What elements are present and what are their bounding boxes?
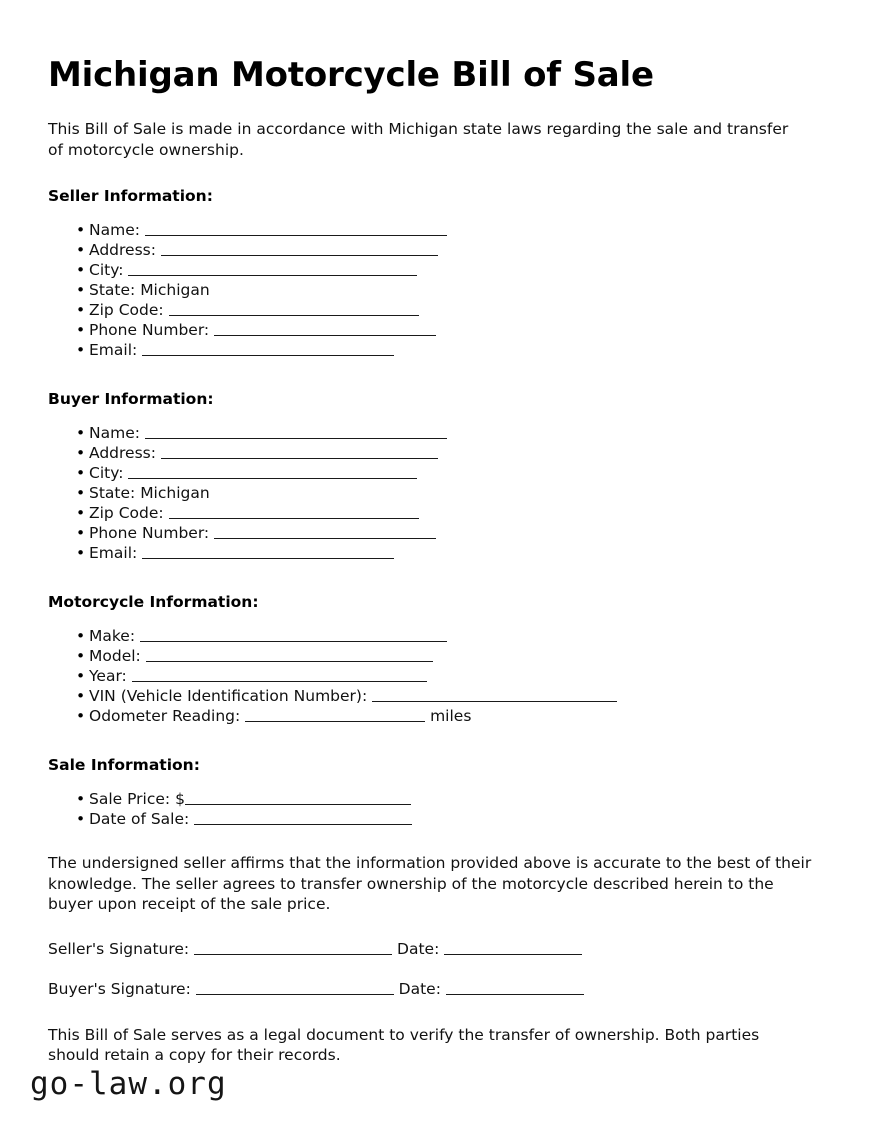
field-label: Name: <box>89 221 145 240</box>
field-blank-line[interactable] <box>372 687 617 702</box>
field-blank-line[interactable] <box>145 221 447 236</box>
field-suffix: miles <box>425 707 472 726</box>
field-blank-line[interactable] <box>245 707 425 722</box>
buyer-section-heading: Buyer Information: <box>48 390 214 409</box>
field-label: Phone Number: <box>89 524 215 543</box>
form-field-row <box>48 300 821 320</box>
field-blank-line[interactable] <box>142 341 394 356</box>
field-blank-line[interactable] <box>169 504 419 519</box>
field-blank-line[interactable] <box>132 667 427 682</box>
field-blank-line[interactable] <box>128 464 417 479</box>
signature-label: Seller's Signature: <box>48 939 195 958</box>
field-label: Phone Number: <box>89 321 215 340</box>
field-label: Model: <box>89 647 146 666</box>
field-label: Sale Price: $ <box>89 790 185 809</box>
field-blank-line[interactable] <box>214 321 436 336</box>
field-label: Make: <box>89 627 140 646</box>
field-label: State: <box>89 484 141 503</box>
field-label: Zip Code: <box>89 504 169 523</box>
field-label: Address: <box>89 241 161 260</box>
sale-field-list <box>48 789 821 829</box>
form-field-row <box>48 706 821 726</box>
signature-row <box>48 939 821 959</box>
form-field-row <box>48 340 821 360</box>
form-field-row <box>48 423 821 443</box>
field-blank-line[interactable] <box>185 790 411 805</box>
field-label: Name: <box>89 424 145 443</box>
field-blank-line[interactable] <box>161 241 438 256</box>
form-field-row <box>48 483 821 503</box>
field-blank-line[interactable] <box>128 261 417 276</box>
buyer-field-list <box>48 423 821 563</box>
footer-brand-watermark: go-law.org <box>30 1066 227 1102</box>
field-blank-line[interactable] <box>146 647 433 662</box>
signature-date-label: Date: <box>392 939 445 958</box>
signature-row <box>48 979 821 999</box>
field-blank-line[interactable] <box>169 301 419 316</box>
field-label: City: <box>89 464 129 483</box>
field-label: Date of Sale: <box>89 810 195 829</box>
field-label: Year: <box>89 667 132 686</box>
form-field-row <box>48 543 821 563</box>
field-value: Michigan <box>140 484 210 503</box>
affirmation-paragraph: The undersigned seller affirms that the information provided above is accurate to the best of their knowledge. The seller agrees to transfer ownership of the motorcycle described herein to the buyer upon receipt of the sale price. <box>48 854 812 914</box>
form-field-row <box>48 443 821 463</box>
form-field-row <box>48 320 821 340</box>
signature-date-blank-line[interactable] <box>444 940 582 955</box>
form-field-row <box>48 220 821 240</box>
field-blank-line[interactable] <box>194 810 412 825</box>
closing-paragraph: This Bill of Sale serves as a legal document to verify the transfer of ownership. Both parties should retain a copy for their records. <box>48 1025 760 1065</box>
field-label: VIN (Vehicle Identification Number): <box>89 687 373 706</box>
signature-block <box>48 939 821 999</box>
form-field-row <box>48 260 821 280</box>
signature-blank-line[interactable] <box>194 940 392 955</box>
sale-section-heading: Sale Information: <box>48 756 200 775</box>
field-label: Odometer Reading: <box>89 707 246 726</box>
page-title: Michigan Motorcycle Bill of Sale <box>48 55 654 95</box>
form-field-row <box>48 280 821 300</box>
field-label: Email: <box>89 341 143 360</box>
field-blank-line[interactable] <box>145 424 447 439</box>
motorcycle-section-heading: Motorcycle Information: <box>48 593 259 612</box>
form-field-row <box>48 789 821 809</box>
signature-date-label: Date: <box>393 979 446 998</box>
field-blank-line[interactable] <box>214 524 436 539</box>
form-field-row <box>48 503 821 523</box>
seller-section-heading: Seller Information: <box>48 187 213 206</box>
form-field-row <box>48 646 821 666</box>
motorcycle-field-list <box>48 626 821 726</box>
seller-field-list <box>48 220 821 360</box>
field-blank-line[interactable] <box>161 444 438 459</box>
form-field-row <box>48 463 821 483</box>
field-blank-line[interactable] <box>142 544 394 559</box>
field-label: Zip Code: <box>89 301 169 320</box>
signature-date-blank-line[interactable] <box>446 980 584 995</box>
form-field-row <box>48 809 821 829</box>
form-field-row <box>48 686 821 706</box>
intro-paragraph: This Bill of Sale is made in accordance with Michigan state laws regarding the sale and transfer of motorcycle ownership. <box>48 120 789 159</box>
signature-blank-line[interactable] <box>196 980 394 995</box>
field-blank-line[interactable] <box>140 627 447 642</box>
field-label: Email: <box>89 544 143 563</box>
form-field-row <box>48 240 821 260</box>
form-field-row <box>48 626 821 646</box>
field-value: Michigan <box>140 281 210 300</box>
field-label: State: <box>89 281 141 300</box>
field-label: Address: <box>89 444 161 463</box>
form-field-row <box>48 523 821 543</box>
form-field-row <box>48 666 821 686</box>
signature-label: Buyer's Signature: <box>48 979 196 998</box>
field-label: City: <box>89 261 129 280</box>
